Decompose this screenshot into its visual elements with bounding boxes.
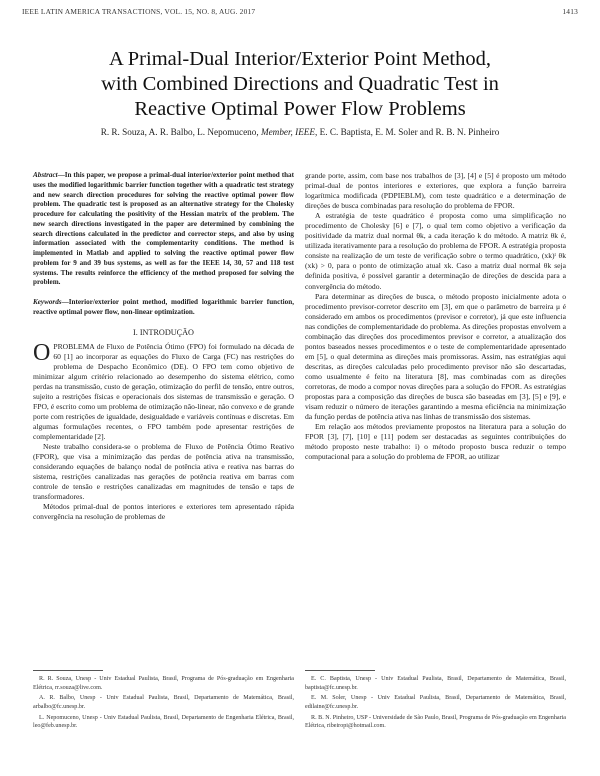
footnote: R. R. Souza, Unesp - Univ Estadual Paulista, Brasil, Programa de Pós-graduação em Engenharia Elétrica, rr.souza@live.com. bbox=[33, 676, 294, 691]
intro-paragraph bbox=[33, 339, 294, 442]
paragraph: Neste trabalho considera-se o problema de Fluxo de Potência Ótimo Reativo (FPOR), que visa a minimização das perdas de potência ativa na transmissão, considerando equações de balanço nodal de potência ativa e reativa nas barras do sistema, restrições canalizadas nas gerações de potência reativa em barras com controle de tensão e restrições canalizadas em magnitudes de tensão e taps de transformadores. bbox=[33, 442, 294, 502]
footnotes-left bbox=[33, 675, 294, 733]
footnote: E. M. Soler, Unesp - Univ Estadual Paulista, Brasil, Departamento de Matemática, Brasil, edilaine@fc.unesp.br. bbox=[305, 695, 566, 710]
running-header bbox=[22, 7, 578, 21]
drop-cap: O bbox=[33, 339, 51, 366]
footnote-divider bbox=[33, 670, 103, 671]
authors-after: , E. C. Baptista, E. M. Soler and R. B. N. Pinheiro bbox=[315, 127, 500, 137]
abstract-text: —In this paper, we propose a primal-dual interior/exterior point method that uses the modified logarithmic barrier function together with a quadratic test strategy and new search direction procedures for solving the reactive optimal power flow problem. The quadratic test is proposed as an alternative strategy for the Cholesky procedure for calculating the positivity of the Hessian matrix of the problem. The new search directions investigated in the paper are determined by combining the search directions calculated in the predictor and corrector steps, and also by using information associated with the complementarity conditions. The method is implemented in Matlab and applied to solving the reactive optimal power flow problem for 9 and 39 bus systems, as well as for the IEEE 14, 30, 57 and 118 test systems. The results reinforce the efficiency of the method proposed for solving the problem. bbox=[33, 171, 294, 287]
footnotes-right bbox=[305, 675, 566, 733]
footnote: A. R. Balbo, Unesp - Univ Estadual Paulista, Brasil, Departamento de Matemática, Brasil, arbalbo@fc.unesp.br. bbox=[33, 695, 294, 710]
author-list bbox=[20, 127, 580, 137]
footnote: R. B. N. Pinheiro, USP - Universidade de São Paulo, Brasil, Programa de Pós-graduação em Engenharia Elétrica, ribeiropi@hotmail.com. bbox=[305, 714, 566, 730]
keywords bbox=[33, 298, 294, 318]
abstract-label: Abstract bbox=[33, 171, 58, 179]
section-heading: I. INTRODUÇÃO bbox=[133, 327, 194, 337]
right-column bbox=[305, 171, 566, 462]
title-line: A Primal-Dual Interior/Exterior Point Method, bbox=[108, 48, 492, 70]
paragraph: Para determinar as direções de busca, o método proposto inicialmente adota o procedimento previsor-corretor descrito em [3], em que o parâmetro de barreira μ é considerado em ambos os procedimentos (previsor e corretor), já que este influencia nas condições de complementaridade do problema. As direções propostas envolvem a combinação das direções dos procedimentos previsor e corretor, a atualização dos pontos baseados nesses procedimentos e o teste de complementaridade apresentado em [5], o qual determina as direções mais promissoras. Assim, nas estratégias aqui descritas, as direções calculadas pelo procedimento previsor não são descartadas, como usualmente é feito na literatura [8], mas combinadas com as direções corretoras, de modo a compor novas direções para a solução do FPOR. As estratégias propostas para a composição das direções de busca são baseadas em [3], [5] e [9], e visam reduzir o número de iterações garantindo a mesma eficiência na minimização da função perdas de potência ativa nas linhas de transmissão dos sistemas. bbox=[305, 291, 566, 422]
authors-before: R. R. Souza, A. R. Balbo, L. Nepomuceno, bbox=[100, 127, 261, 137]
title-line: with Combined Directions and Quadratic Test in bbox=[101, 73, 499, 95]
paragraph-text: PROBLEMA de Fluxo de Potência Ótimo (FPO) foi formulado na década de 60 [1] ao incorporar as equações do Fluxo de Carga (FC) nas restrições do problema de Despacho Econômico (DE). O FPO tem como objetivo de minimizar algum critério relacionado ao desempenho do sistema elétrico, como perdas na transmissão, custo de geração, otimização do perfil de tensão, entre outros, sujeito a restrições físicas e operacionais dos sistemas de transmissão e geração. O FPO, é escrito como um problema de otimização não-linear, não convexo e de grande porte com restrições de igualdade, desigualdade e variáveis contínuas e discretas. Em algumas formulações recentes, o FPO também pode apresentar restrições de complementaridade [2]. bbox=[33, 341, 294, 441]
paragraph: Métodos primal-dual de pontos interiores e exteriores tem apresentado rápida convergência na resolução de problemas de bbox=[33, 502, 294, 522]
paragraph: grande porte, assim, com base nos trabalhos de [3], [4] e [5] é proposto um método primal-dual de pontos interiores e exteriores, que explora a função barreira logarítmica modificada (PDPIEBLM), com teste quadrático e a determinação de direções de busca combinadas para resolução do problema de FPOR. bbox=[305, 171, 566, 211]
paragraph: A estratégia de teste quadrático é proposta como uma simplificação no procedimento de Cholesky [6] e [7], o qual tem como objetivo a verificação da positividade da matriz dual normal θk, a cada iteração k do método. A matriz θk é, utilizada iterativamente para a resolução do problema de FPOR. A estratégia proposta consiste na realização de um teste de verificação sobre o termo quadrático, (xk)ᵗ θk (xk) > 0, para o ponto de otimização atual xk. Caso a matriz dual normal θk seja definida positiva, é possível garantir a determinação de direções de descida para a convergência do método. bbox=[305, 211, 566, 291]
abstract bbox=[33, 171, 294, 288]
page-number: 1413 bbox=[562, 7, 578, 16]
paragraph: Em relação aos métodos previamente propostos na literatura para a solução do FPOR [3], [7], [10] e [11] podem ser destacadas as seguintes contribuições do método proposto neste trabalho: i) o método proposto busca reduzir o tempo computacional para a solução do problema de FPOR, ao utilizar bbox=[305, 422, 566, 462]
paper-title bbox=[30, 47, 570, 122]
footnote-divider bbox=[305, 670, 375, 671]
keywords-label: Keywords bbox=[33, 298, 62, 306]
keywords-text: —Interior/exterior point method, modified logarithmic barrier function, reactive optimal power flow, non-linear optimization. bbox=[33, 298, 294, 316]
footnote: L. Nepomuceno, Unesp - Univ Estadual Paulista, Brasil, Departamento de Engenharia Elétrica, Brasil, leo@feb.unesp.br. bbox=[33, 714, 294, 730]
title-line: Reactive Optimal Power Flow Problems bbox=[134, 98, 466, 120]
journal-name: IEEE LATIN AMERICA TRANSACTIONS, VOL. 15, NO. 8, AUG. 2017 bbox=[22, 7, 256, 16]
member-grade: Member, IEEE bbox=[260, 127, 316, 137]
left-column bbox=[33, 171, 294, 522]
footnote: E. C. Baptista, Unesp - Univ Estadual Paulista, Brasil, Departamento de Matemática, Brasil, baptista@fc.unesp.br. bbox=[305, 676, 566, 691]
